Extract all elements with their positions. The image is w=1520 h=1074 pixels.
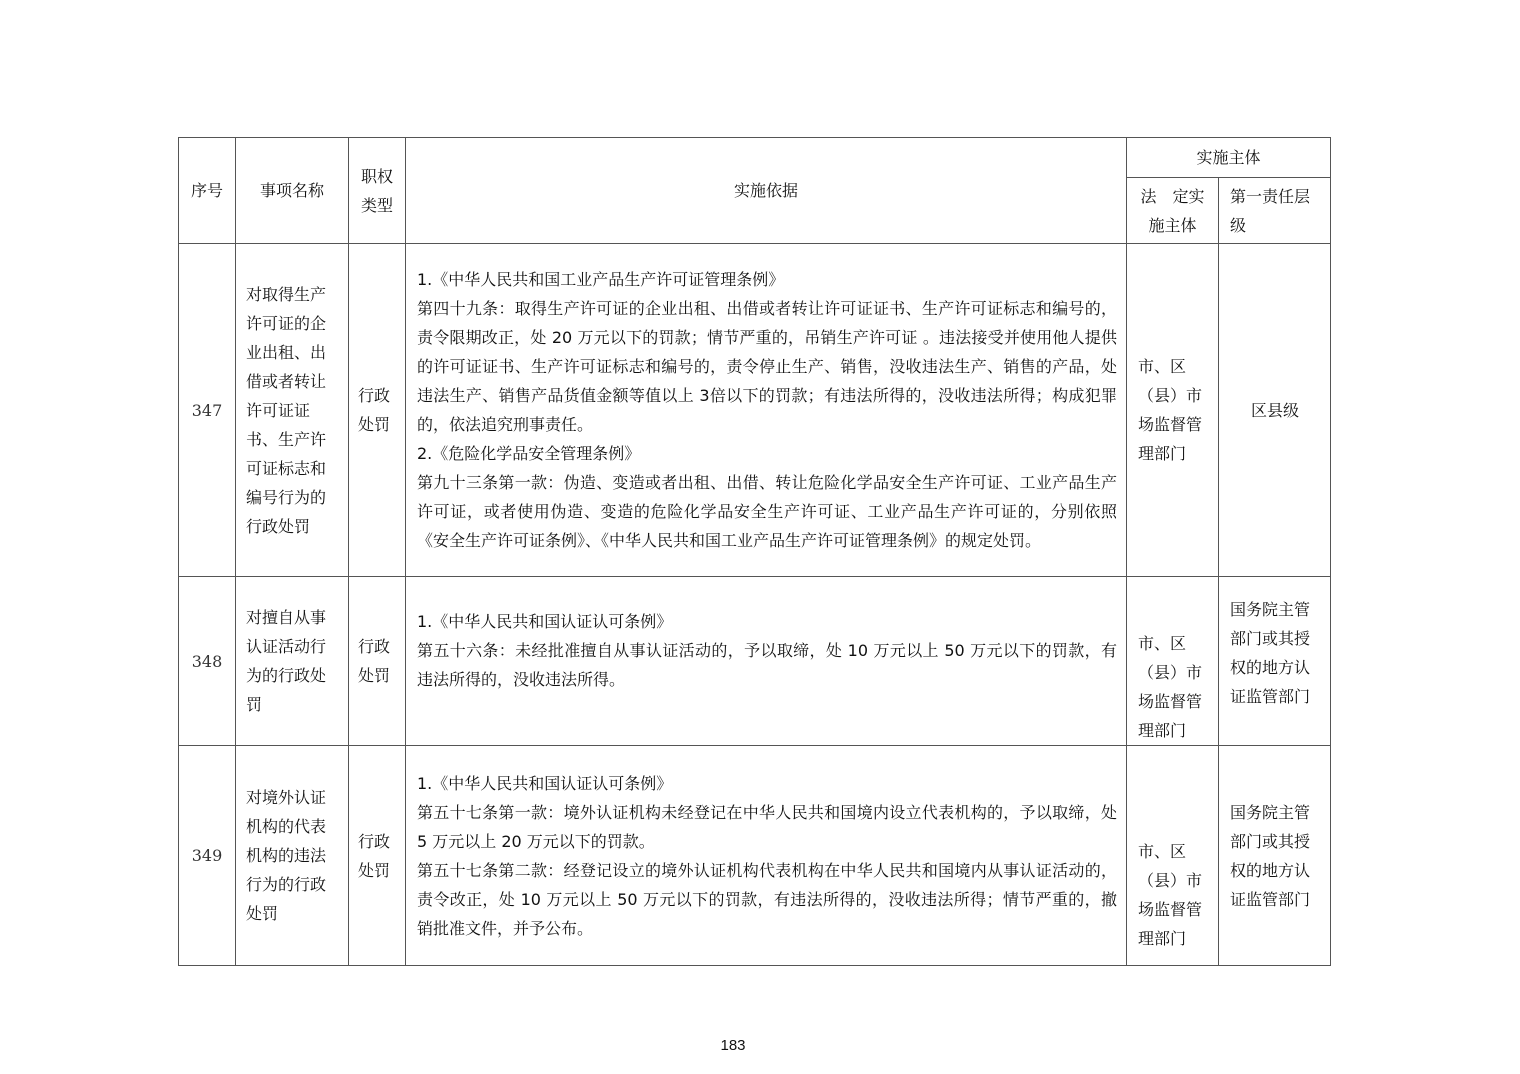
row-basis (406, 577, 1127, 746)
basis-law-title: 1.《中华人民共和国工业产品生产许可证管理条例》 (417, 270, 785, 289)
basis-law-title: 1.《中华人民共和国认证认可条例》 (417, 612, 673, 631)
page-number: 183 (720, 1037, 746, 1054)
row-legal-subject: 市、区（县）市场监督管理部门 (1127, 244, 1219, 577)
row-auth-type: 行政处罚 (349, 577, 406, 746)
table-row (179, 577, 1331, 746)
basis-article: 第五十七条第一款：境外认证机构未经登记在中华人民共和国境内设立代表机构的，予以取缔，处 5 万元以上 20 万元以下的罚款。 (417, 802, 1117, 851)
row-responsibility-level: 国务院主管部门或其授权的地方认证监管部门 (1219, 577, 1331, 746)
row-seq: 347 (179, 244, 236, 577)
row-seq: 349 (179, 746, 236, 966)
basis-article: 第五十七条第二款：经登记设立的境外认证机构代表机构在中华人民共和国境内从事认证活动的，责令改正，处 10 万元以上 50 万元以下的罚款，有违法所得的，没收违法所得；情节严重的，撤销批准文件，并予公布。 (417, 860, 1117, 938)
row-legal-subject: 市、区（县）市场监督管理部门 (1127, 577, 1219, 746)
basis-article: 第四十九条：取得生产许可证的企业出租、出借或者转让许可证证书、生产许可证标志和编号的，责令限期改正，处 20 万元以下的罚款；情节严重的，吊销生产许可证 。违法接受并使用他人提供的许可证证书、生产许可证标志和编号的，责令停止生产、销售，没收违法生产、销售的产品，处违法生产、销售产品货值金额等值以上 3倍以下的罚款；有违法所得的，没收违法所得；构成犯罪的，依法追究刑事责任。 (417, 299, 1117, 434)
row-responsibility-level: 国务院主管部门或其授权的地方认证监管部门 (1219, 746, 1331, 966)
header-basis: 实施依据 (406, 138, 1127, 244)
basis-article: 第五十六条：未经批准擅自从事认证活动的，予以取缔，处 10 万元以上 50 万元以下的罚款，有违法所得的，没收违法所得。 (417, 641, 1117, 689)
row-basis (406, 746, 1127, 966)
basis-law-title: 1.《中华人民共和国认证认可条例》 (417, 773, 673, 793)
row-auth-type: 行政处罚 (349, 746, 406, 966)
basis-article: 第九十三条第一款：伪造、变造或者出租、出借、转让危险化学品安全生产许可证、工业产品生产许可证，或者使用伪造、变造的危险化学品安全生产许可证、工业产品生产许可证的，分别依照《安全生产许可证条例》、《中华人民共和国工业产品生产许可证管理条例》的规定处罚。 (417, 473, 1117, 550)
header-seq: 序号 (179, 138, 236, 244)
header-legal-subject: 法 定实施主体 (1127, 178, 1219, 244)
header-row-1 (179, 138, 1331, 178)
row-item-name: 对擅自从事认证活动行为的行政处罚 (236, 577, 349, 746)
header-item-name: 事项名称 (236, 138, 349, 244)
header-responsibility-level: 第一责任层级 (1219, 178, 1331, 244)
header-subject: 实施主体 (1127, 138, 1331, 178)
table-row (179, 746, 1331, 966)
row-item-name: 对境外认证机构的代表机构的违法行为的行政处罚 (236, 746, 349, 966)
row-responsibility-level: 区县级 (1219, 244, 1331, 577)
row-auth-type: 行政处罚 (349, 244, 406, 577)
row-basis (406, 244, 1127, 577)
row-seq: 348 (179, 577, 236, 746)
regulation-table (178, 137, 1331, 966)
header-auth-type: 职权类型 (349, 138, 406, 244)
row-item-name: 对取得生产许可证的企业出租、出借或者转让许可证证书、生产许可证标志和编号行为的行政处罚 (236, 244, 349, 577)
basis-law-title: 2.《危险化学品安全管理条例》 (417, 444, 641, 463)
row-legal-subject: 市、区（县）市场监督管理部门 (1127, 746, 1219, 966)
table-row (179, 244, 1331, 577)
